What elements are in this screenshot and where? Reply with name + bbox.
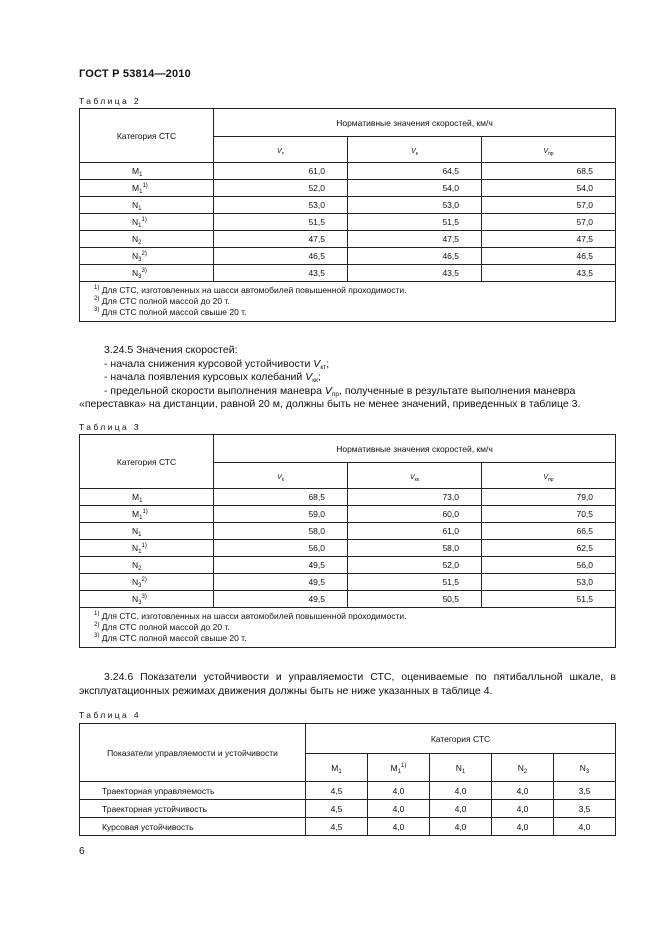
document-header: ГОСТ Р 53814—2010 <box>79 68 191 80</box>
table-row <box>80 197 616 214</box>
footnote: $^{2)}$ Для СТС полной массой до 20 т. <box>94 622 230 632</box>
value-cell: 4,0 <box>430 818 492 836</box>
table4-caption: Таблица 4 <box>79 710 142 720</box>
table-row <box>80 506 616 523</box>
section-3-24-5-item3-cont: «переставка» на дистанции, равной 20 м, должны быть не менее значений, приведенных в таблице 3. <box>79 398 581 411</box>
value-cell: 3,5 <box>554 782 616 800</box>
value-cell: 58,0 <box>348 540 482 557</box>
table-row <box>80 591 616 608</box>
value-cell: 4,0 <box>554 818 616 836</box>
value-cell: 49,5 <box>214 557 348 574</box>
value-cell: 62,5 <box>482 540 616 557</box>
table-row <box>80 540 616 557</box>
value-cell: 70,5 <box>482 506 616 523</box>
value-cell: 43,5 <box>214 265 348 282</box>
value-cell: 52,0 <box>348 557 482 574</box>
table-row <box>80 818 616 836</box>
value-cell: 61,0 <box>348 523 482 540</box>
footnote: $^{3)}$ Для СТС полной массой свыше 20 т. <box>94 307 247 317</box>
value-cell: 52,0 <box>214 180 348 197</box>
value-cell: 4,0 <box>368 800 430 818</box>
section-3-24-5-item1: - начала снижения курсовой устойчивости Vкт; <box>104 357 330 371</box>
table4-subheader: $N_2$ <box>492 754 554 782</box>
value-cell: 68,5 <box>214 489 348 506</box>
indicator-cell: Курсовая устойчивость <box>80 818 306 836</box>
footnote: $^{1)}$ Для СТС, изготовленных на шасси автомобилей повышенной проходимости. <box>94 611 407 621</box>
table-row <box>80 180 616 197</box>
value-cell: 4,0 <box>368 818 430 836</box>
value-cell: 4,0 <box>430 800 492 818</box>
value-cell: 53,0 <box>214 197 348 214</box>
table-row <box>80 574 616 591</box>
table4-subheader: $N_3$ <box>554 754 616 782</box>
table4-header-group: Категория СТС <box>306 724 616 754</box>
value-cell: 59,0 <box>214 506 348 523</box>
value-cell: 4,0 <box>492 800 554 818</box>
category-cell: $N_3^{3)}$ <box>80 591 214 608</box>
table-row <box>80 489 616 506</box>
value-cell: 51,5 <box>214 214 348 231</box>
table4-header-indicator: Показатели управляемости и устойчивости <box>80 724 306 782</box>
value-cell: 60,0 <box>348 506 482 523</box>
value-cell: 79,0 <box>482 489 616 506</box>
value-cell: 54,0 <box>348 180 482 197</box>
value-cell: 58,0 <box>214 523 348 540</box>
value-cell: 61,0 <box>214 163 348 180</box>
value-cell: 51,5 <box>348 574 482 591</box>
table-row <box>80 163 616 180</box>
value-cell: 57,0 <box>482 214 616 231</box>
table4-subheader: $N_1$ <box>430 754 492 782</box>
section-3-24-6 <box>79 671 616 698</box>
table2-caption: Таблица 2 <box>79 96 142 106</box>
value-cell: 4,5 <box>306 818 368 836</box>
category-cell: $N_3^{2)}$ <box>80 574 214 591</box>
section-3-24-6-line2: эксплуатационных режимах движения должны быть не ниже указанных в таблице 4. <box>79 684 493 697</box>
value-cell: 3,5 <box>554 800 616 818</box>
category-cell: $N_1$ <box>80 197 214 214</box>
table3-body <box>80 489 616 608</box>
footnote: $^{3)}$ Для СТС полной массой свыше 20 т. <box>94 633 247 643</box>
value-cell: 43,5 <box>348 265 482 282</box>
value-cell: 46,5 <box>482 248 616 265</box>
footnote: $^{1)}$ Для СТС, изготовленных на шасси автомобилей повышенной проходимости. <box>94 285 407 295</box>
category-cell: $N_3^{3)}$ <box>80 265 214 282</box>
section-3-24-6-line1: 3.24.6 Показатели устойчивости и управляемости СТС, оцениваемые по пятибалльной шкале, в <box>104 671 616 683</box>
table4-body <box>80 782 616 836</box>
table2-subheader: $V_{пр}$ <box>482 137 616 163</box>
value-cell: 53,0 <box>348 197 482 214</box>
table2-subheader: $V_к$ <box>348 137 482 163</box>
value-cell: 4,0 <box>492 818 554 836</box>
indicator-cell: Траекторная управляемость <box>80 782 306 800</box>
section-3-24-5-title: 3.24.5 Значения скоростей: <box>104 344 238 356</box>
table-row <box>80 265 616 282</box>
value-cell: 4,0 <box>492 782 554 800</box>
table-row <box>80 782 616 800</box>
value-cell: 46,5 <box>348 248 482 265</box>
table3-caption: Таблица 3 <box>79 422 142 432</box>
table3-subheader: $V_к$ <box>214 463 348 489</box>
value-cell: 47,5 <box>348 231 482 248</box>
category-cell: $N_1^{1)}$ <box>80 214 214 231</box>
table2 <box>79 108 616 322</box>
value-cell: 4,5 <box>306 800 368 818</box>
section-3-24-5 <box>79 344 616 412</box>
table-row <box>80 800 616 818</box>
value-cell: 51,5 <box>348 214 482 231</box>
value-cell: 53,0 <box>482 574 616 591</box>
table3-subheader: $V_{кк}$ <box>348 463 482 489</box>
value-cell: 4,0 <box>430 782 492 800</box>
table4-subheader: $M_1$ <box>306 754 368 782</box>
category-cell: $N_2$ <box>80 557 214 574</box>
section-3-24-5-item3: - предельной скорости выполнения маневра Vпр, полученные в результате выполнения маневра <box>104 384 576 398</box>
table3-header-group: Нормативные значения скоростей, км/ч <box>214 435 616 463</box>
table4-subheader: $M_1^{1)}$ <box>368 754 430 782</box>
table-row <box>80 214 616 231</box>
value-cell: 4,5 <box>306 782 368 800</box>
table-row <box>80 523 616 540</box>
footnote: $^{2)}$ Для СТС полной массой до 20 т. <box>94 296 230 306</box>
table3-notes <box>80 608 616 648</box>
category-cell: $N_2$ <box>80 231 214 248</box>
table2-notes-row <box>80 282 616 322</box>
value-cell: 68,5 <box>482 163 616 180</box>
category-cell: $M_1^{1)}$ <box>80 506 214 523</box>
table-row <box>80 248 616 265</box>
table2-subheader: $V_т$ <box>214 137 348 163</box>
category-cell: $N_3^{2)}$ <box>80 248 214 265</box>
category-cell: $N_1^{1)}$ <box>80 540 214 557</box>
value-cell: 49,5 <box>214 574 348 591</box>
table3-notes-row <box>80 608 616 648</box>
value-cell: 47,5 <box>482 231 616 248</box>
value-cell: 49,5 <box>214 591 348 608</box>
table3-subheader: $V_{пр}$ <box>482 463 616 489</box>
table2-body <box>80 163 616 282</box>
value-cell: 50,5 <box>348 591 482 608</box>
category-cell: $M_1^{1)}$ <box>80 180 214 197</box>
page-number: 6 <box>79 846 85 857</box>
category-cell: $M_1$ <box>80 163 214 180</box>
value-cell: 51,5 <box>482 591 616 608</box>
value-cell: 56,0 <box>214 540 348 557</box>
table3-header-category: Категория СТС <box>80 435 214 489</box>
value-cell: 66,5 <box>482 523 616 540</box>
value-cell: 43,5 <box>482 265 616 282</box>
table-row <box>80 231 616 248</box>
value-cell: 4,0 <box>368 782 430 800</box>
table3 <box>79 434 616 648</box>
table-row <box>80 557 616 574</box>
value-cell: 46,5 <box>214 248 348 265</box>
value-cell: 64,5 <box>348 163 482 180</box>
value-cell: 56,0 <box>482 557 616 574</box>
section-3-24-5-item2: - начала появления курсовых колебаний Vкк; <box>104 371 321 385</box>
category-cell: $M_1$ <box>80 489 214 506</box>
value-cell: 57,0 <box>482 197 616 214</box>
category-cell: $N_1$ <box>80 523 214 540</box>
indicator-cell: Траекторная устойчивость <box>80 800 306 818</box>
value-cell: 47,5 <box>214 231 348 248</box>
value-cell: 54,0 <box>482 180 616 197</box>
value-cell: 73,0 <box>348 489 482 506</box>
table2-header-group: Нормативные значения скоростей, км/ч <box>214 109 616 137</box>
table2-notes <box>80 282 616 322</box>
table4 <box>79 723 616 836</box>
table2-header-category: Категория СТС <box>80 109 214 163</box>
